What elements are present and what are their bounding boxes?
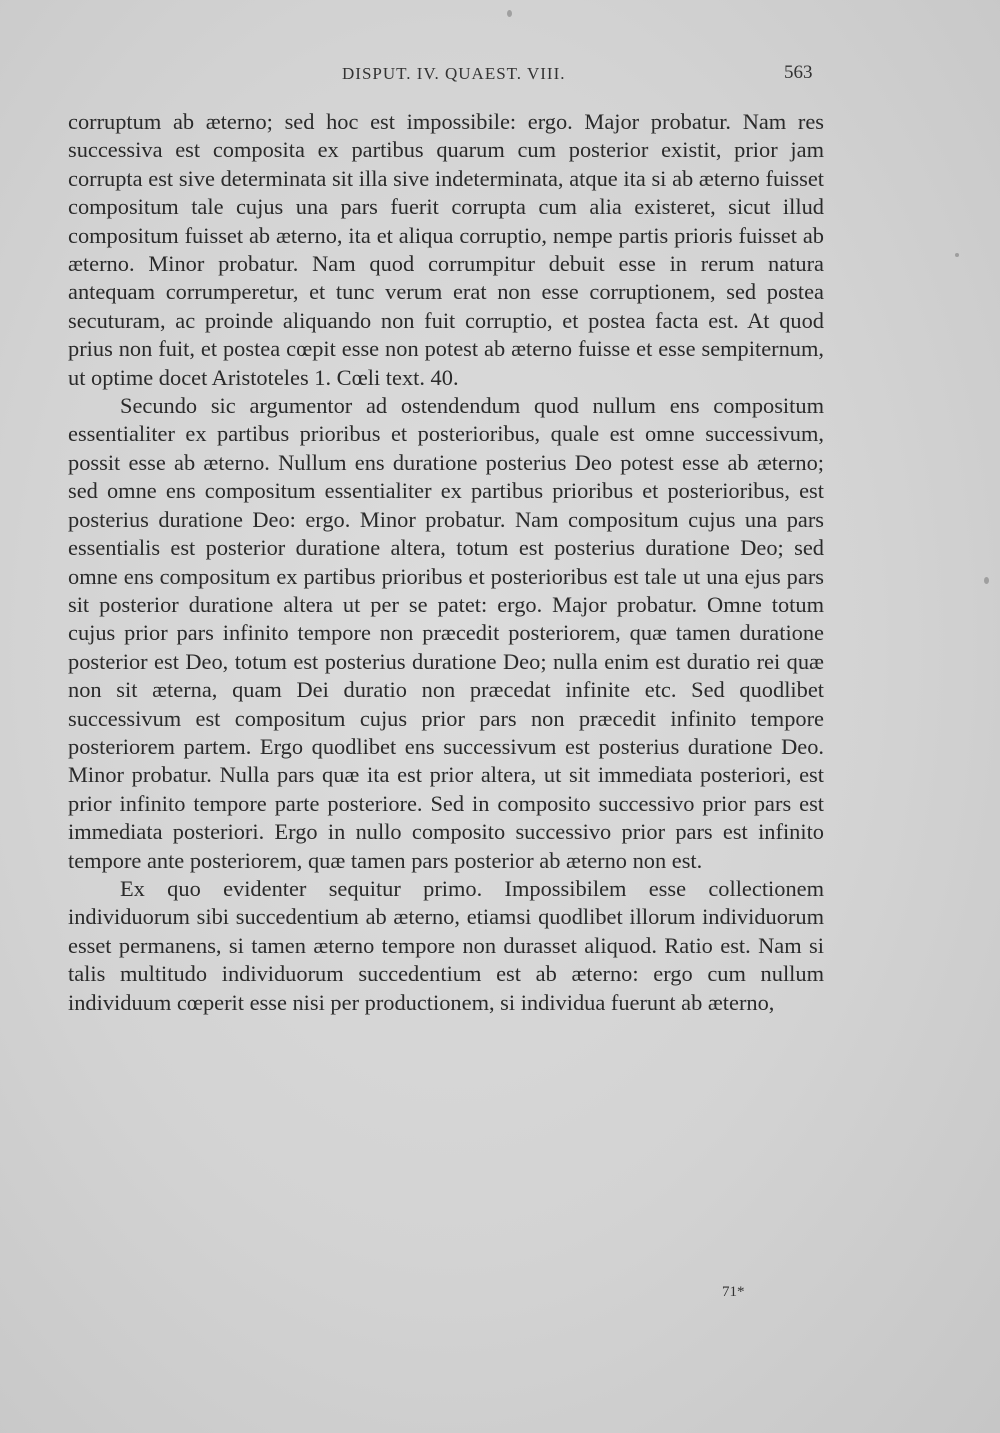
paragraph-1: corruptum ab æterno; sed hoc est impossibile: ergo. Major probatur. Nam res successiva est composita ex partibus quarum cum posterior existit, prior jam corrupta est sive determinata sit illa sive indeterminata, atque ita si ab æterno fuisset compositum tale cujus una pars fuerit corrupta cum alia existeret, sicut illud compositum fuisset ab æterno, ita et aliqua corruptio, nempe partis prioris fuisset ab æterno. Minor probatur. Nam quod corrumpitur debuit esse in rerum natura antequam corrumperetur, et tunc verum erat non esse corruptionem, sed postea secuturam, ac proinde aliquando non fuit corruptio, et postea facta est. At quod prius non fuit, et postea cœpit esse non potest ab æterno fuisse et esse sempiternum, ut optime docet Aristoteles 1. Cœli text. 40. xyxy=(68,109,824,390)
page-number: 563 xyxy=(784,62,813,83)
paper-speck xyxy=(955,253,959,257)
running-head xyxy=(0,58,1000,88)
paragraph-3: Ex quo evidenter sequitur primo. Impossibilem esse collectionem individuorum sibi succedentium ab æterno, etiamsi quodlibet illorum individuorum esset permanens, si tamen æterno tempore non durasset aliquod. Ratio est. Nam si talis multitudo individuorum succedentium est ab æterno: ergo cum nullum individuum cœperit esse nisi per productionem, si individua fuerunt ab æterno, xyxy=(68,875,824,1015)
running-title: DISPUT. IV. QUAEST. VIII. xyxy=(342,64,566,83)
paragraph-2: Secundo sic argumentor ad ostendendum quod nullum ens compositum essentialiter ex partibus prioribus et posterioribus, quale est omne successivum, possit esse ab æterno. Nullum ens duratione posterius Deo potest esse ab æterno; sed omne ens compositum essentialiter ex partibus prioribus et posterioribus, est posterius duratione Deo: ergo. Minor probatur. Nam compositum cujus una pars essentialis est posterior duratione altera, totum est posterius duratione Deo; sed omne ens compositum ex partibus prioribus et posterioribus est tale ut una ejus pars sit posterior duratione altera ut per se patet: ergo. Major probatur. Omne totum cujus prior pars infinito tempore non præcedit posteriorem, quæ tamen duratione posterior est Deo, totum est posterius duratione Deo; nulla enim est duratio rei quæ non sit æterna, quam Dei duratio non præcedat infinite etc. Sed quodlibet successivum est compositum cujus prior pars non præcedit infinito tempore posteriorem partem. Ergo quodlibet ens successivum est posterius duratione Deo. Minor probatur. Nulla pars quæ ita est prior altera, ut sit immediata posteriori, est prior infinito tempore parte posteriore. Sed in composito successivo prior pars est immediata posteriori. Ergo in nullo composito successivo prior pars est infinito tempore ante posteriorem, quæ tamen pars posterior ab æterno non est. xyxy=(68,393,824,873)
paper-speck xyxy=(507,10,512,17)
body-text xyxy=(68,108,824,1017)
signature-mark: 71* xyxy=(722,1284,745,1300)
paper-speck xyxy=(984,577,989,584)
